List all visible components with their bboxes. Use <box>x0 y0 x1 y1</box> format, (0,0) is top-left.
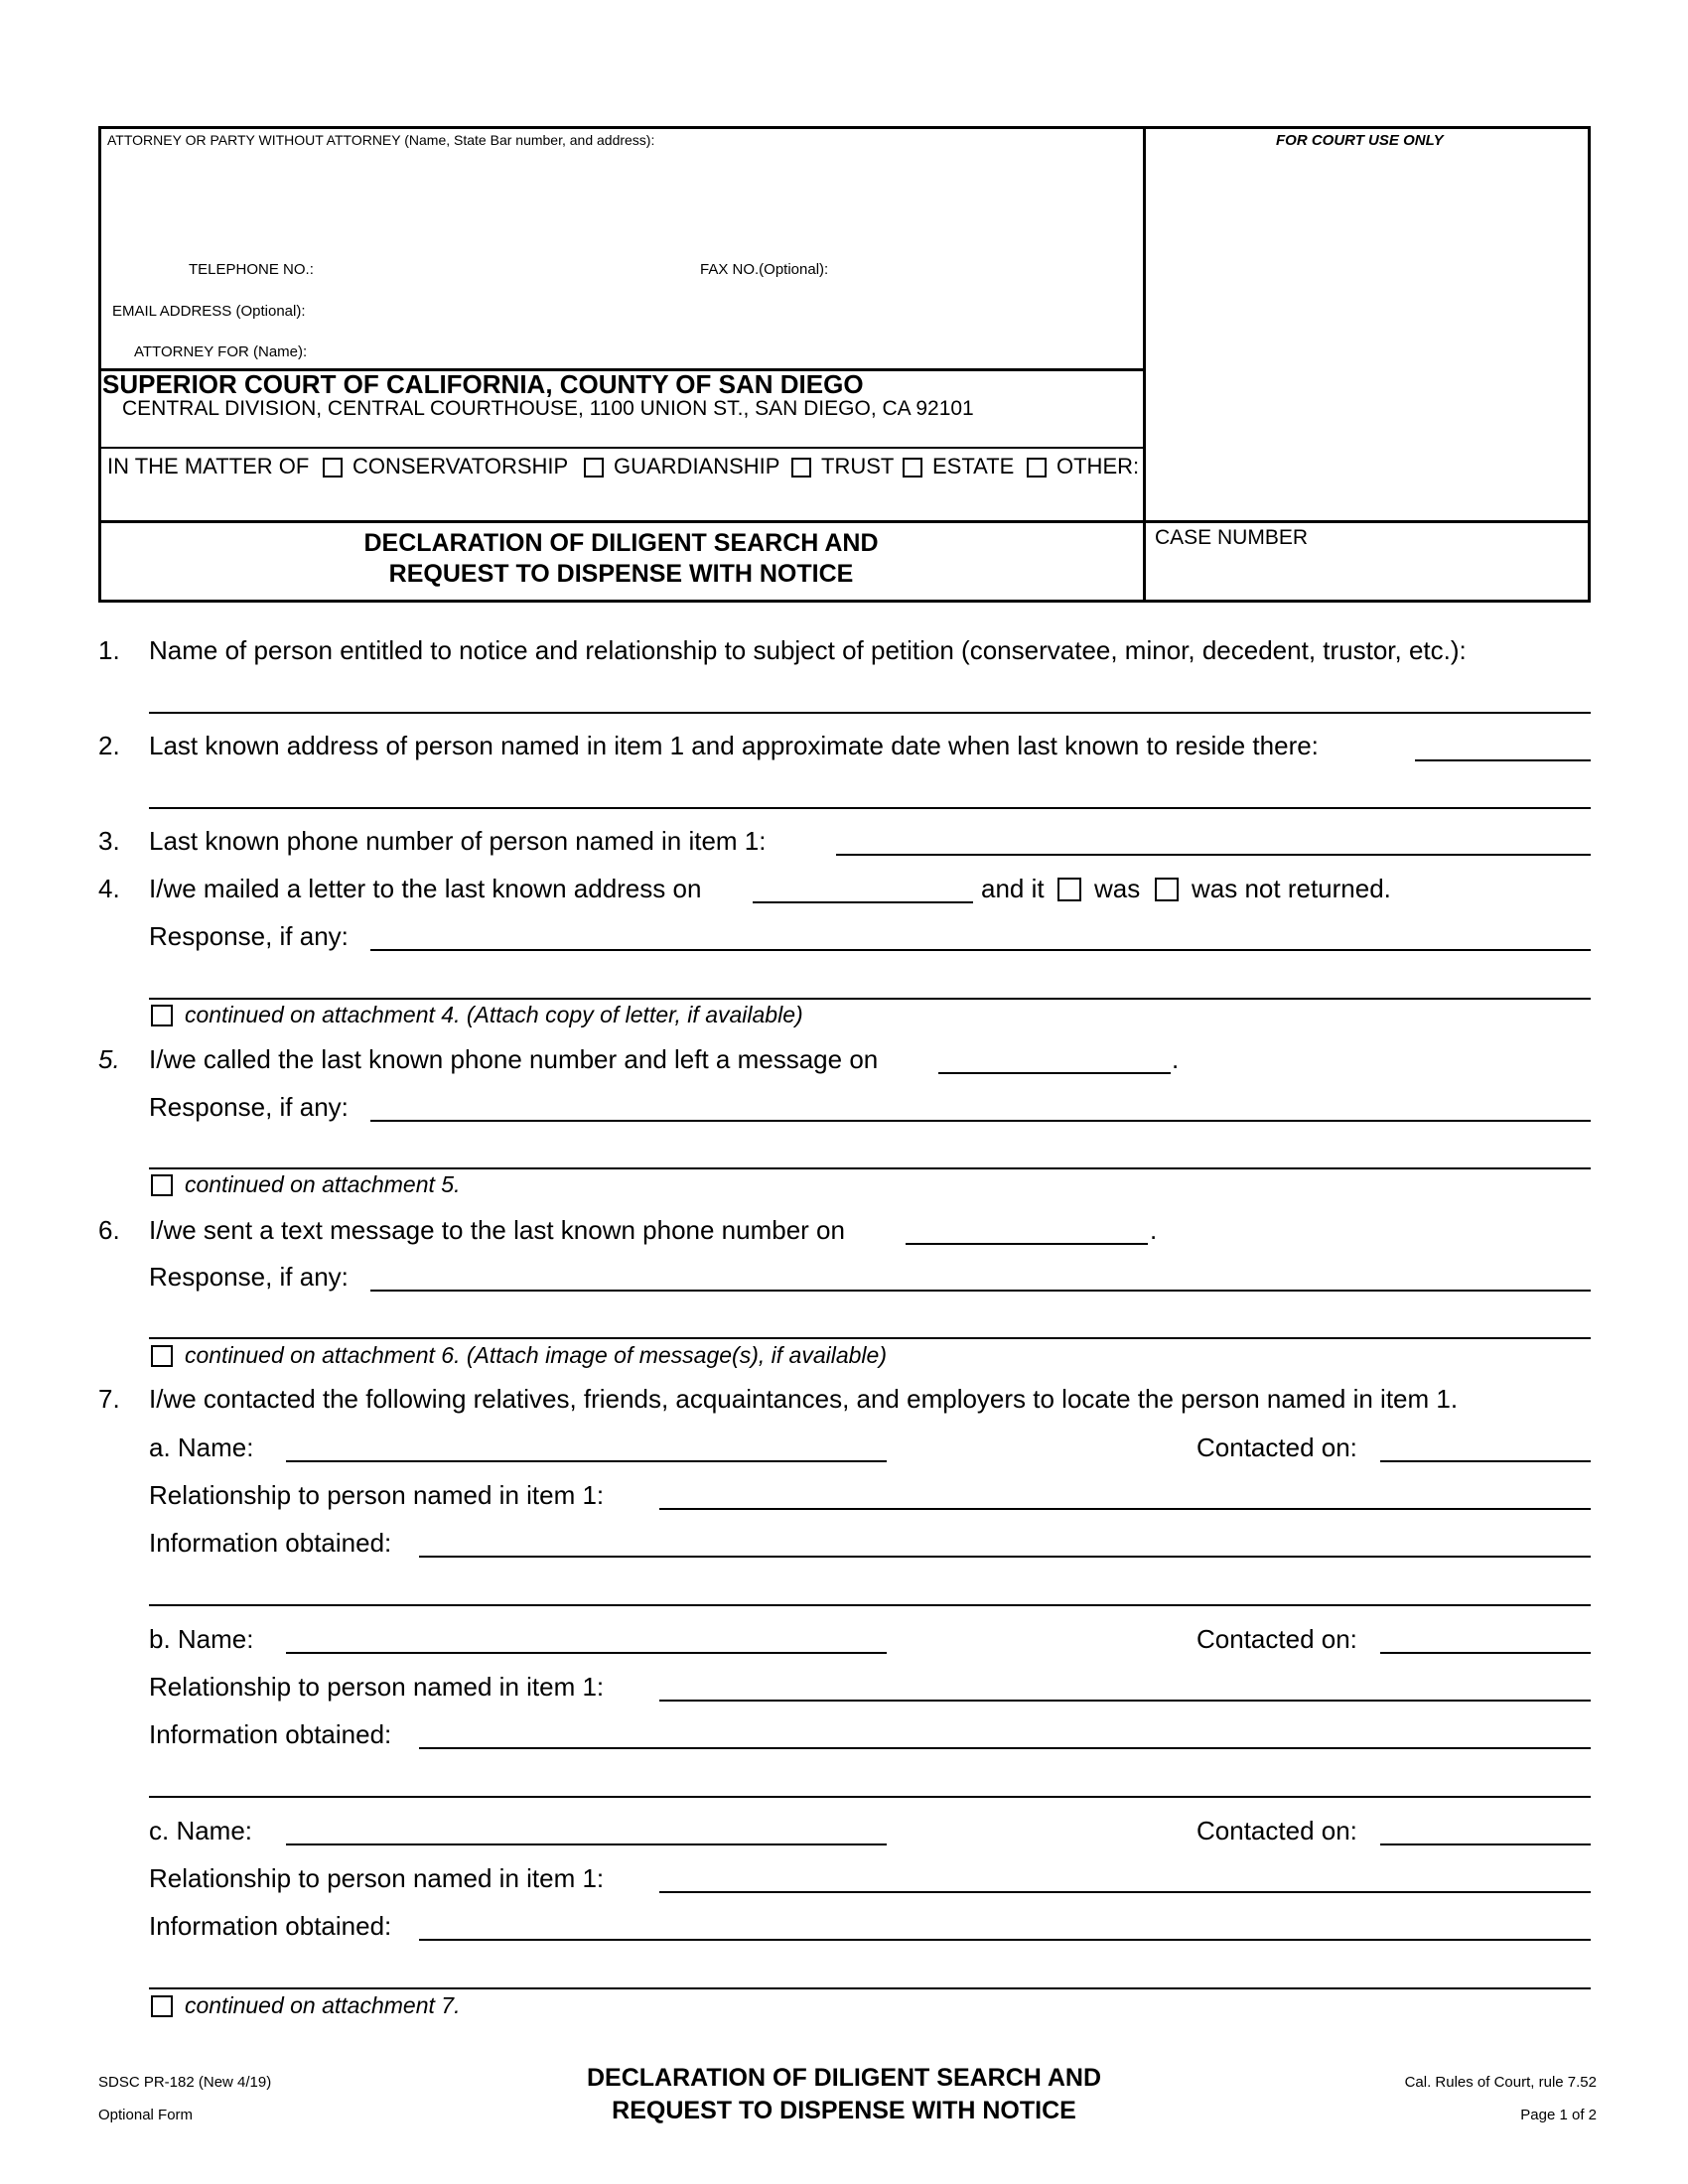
item-6-continued-checkbox[interactable] <box>151 1345 173 1367</box>
item-6-response-label: Response, if any: <box>149 1262 349 1292</box>
footer-rule: Cal. Rules of Court, rule 7.52 <box>1404 2074 1597 2091</box>
estate-label: ESTATE <box>932 454 1015 478</box>
item-3-field[interactable] <box>836 854 1591 856</box>
item-6-period: . <box>1150 1215 1158 1245</box>
item-4-response-field-a[interactable] <box>370 949 1591 951</box>
item-4-was-not-label: was not returned. <box>1192 874 1391 903</box>
contact-a-contacted-label: Contacted on: <box>1196 1433 1357 1462</box>
court-use-label: FOR COURT USE ONLY <box>1276 132 1444 149</box>
contact-a-info-label: Information obtained: <box>149 1528 392 1558</box>
item-6-number: 6. <box>98 1215 120 1245</box>
item-5-continued-checkbox[interactable] <box>151 1174 173 1196</box>
footer-optional: Optional Form <box>98 2107 194 2123</box>
contact-c-relationship-field[interactable] <box>659 1891 1591 1893</box>
other-label: OTHER: <box>1056 454 1140 478</box>
item-5-text: I/we called the last known phone number and left a message on <box>149 1044 879 1074</box>
attorney-for-label[interactable]: ATTORNEY FOR (Name): <box>134 343 308 360</box>
footer-form-id: SDSC PR-182 (New 4/19) <box>98 2074 272 2091</box>
item-7-number: 7. <box>98 1384 120 1414</box>
item-2-text: Last known address of person named in item 1 and approximate date when last known to reside there: <box>149 731 1319 760</box>
item-4-was-label: was <box>1094 874 1141 903</box>
item-4-response-field-b[interactable] <box>149 998 1591 1000</box>
case-number-label: CASE NUMBER <box>1155 526 1309 549</box>
item-7-text: I/we contacted the following relatives, friends, acquaintances, and employers to locate the person named in item 1. <box>149 1384 1459 1414</box>
conservatorship-checkbox[interactable] <box>323 458 343 478</box>
item-2-field-a[interactable] <box>1415 759 1591 761</box>
contact-a-info-field-b[interactable] <box>149 1604 1591 1606</box>
footer-title-1: DECLARATION OF DILIGENT SEARCH AND <box>586 2064 1102 2092</box>
contact-a-relationship-field[interactable] <box>659 1508 1591 1510</box>
contact-b-info-label: Information obtained: <box>149 1719 392 1749</box>
trust-checkbox[interactable] <box>791 458 811 478</box>
contact-c-info-field-b[interactable] <box>149 1987 1591 1989</box>
item-1-text: Name of person entitled to notice and relationship to subject of petition (conservatee, minor, decedent, trustor, etc.): <box>149 635 1467 665</box>
item-4-number: 4. <box>98 874 120 903</box>
item-3-number: 3. <box>98 826 120 856</box>
email-label[interactable]: EMAIL ADDRESS (Optional): <box>112 303 306 320</box>
court-name: SUPERIOR COURT OF CALIFORNIA, COUNTY OF SAN DIEGO <box>102 369 864 399</box>
item-6-response-field-a[interactable] <box>370 1290 1591 1292</box>
matter-label: IN THE MATTER OF <box>107 454 310 478</box>
form-title-1: DECLARATION OF DILIGENT SEARCH AND <box>363 529 879 557</box>
item-5-response-field-a[interactable] <box>370 1120 1591 1122</box>
trust-label: TRUST <box>821 454 895 478</box>
contact-c-contacted-label: Contacted on: <box>1196 1816 1357 1845</box>
item-1-field[interactable] <box>149 712 1591 714</box>
contact-c-relationship-label: Relationship to person named in item 1: <box>149 1863 605 1893</box>
contact-a-contacted-field[interactable] <box>1380 1460 1591 1462</box>
court-address: CENTRAL DIVISION, CENTRAL COURTHOUSE, 1100 UNION ST., SAN DIEGO, CA 92101 <box>122 397 974 420</box>
item-5-continued-label: continued on attachment 5. <box>185 1171 461 1197</box>
contact-a-name-field[interactable] <box>286 1460 887 1462</box>
item-4-was-not-checkbox[interactable] <box>1155 878 1179 901</box>
contact-b-relationship-field[interactable] <box>659 1700 1591 1702</box>
item-4-and-it: and it <box>981 874 1045 903</box>
item-4-continued-label: continued on attachment 4. (Attach copy of letter, if available) <box>185 1002 803 1027</box>
contact-b-name-field[interactable] <box>286 1652 887 1654</box>
contact-b-info-field-a[interactable] <box>419 1747 1591 1749</box>
item-6-date-field[interactable] <box>906 1243 1148 1245</box>
guardianship-checkbox[interactable] <box>584 458 604 478</box>
fax-label[interactable]: FAX NO.(Optional): <box>700 261 829 278</box>
contact-c-info-label: Information obtained: <box>149 1911 392 1941</box>
contact-b-contacted-label: Contacted on: <box>1196 1624 1357 1654</box>
item-5-date-field[interactable] <box>938 1072 1171 1074</box>
item-5-period: . <box>1172 1044 1180 1074</box>
contact-c-info-field-a[interactable] <box>419 1939 1591 1941</box>
title-top-rule <box>98 520 1591 523</box>
item-6-continued-label: continued on attachment 6. (Attach image of message(s), if available) <box>185 1342 887 1368</box>
item-5-response-label: Response, if any: <box>149 1092 349 1122</box>
estate-checkbox[interactable] <box>903 458 922 478</box>
item-4-was-checkbox[interactable] <box>1057 878 1081 901</box>
attorney-label: ATTORNEY OR PARTY WITHOUT ATTORNEY (Name, State Bar number, and address): <box>107 132 655 148</box>
item-7-continued-label: continued on attachment 7. <box>185 1992 461 2018</box>
item-6-text: I/we sent a text message to the last known phone number on <box>149 1215 845 1245</box>
item-5-response-field-b[interactable] <box>149 1167 1591 1169</box>
contact-b-relationship-label: Relationship to person named in item 1: <box>149 1672 605 1702</box>
item-1-number: 1. <box>98 635 120 665</box>
contact-c-name-field[interactable] <box>286 1843 887 1845</box>
contact-a-name-label: a. Name: <box>149 1433 254 1462</box>
matter-row <box>107 454 309 479</box>
item-4-date-field[interactable] <box>753 901 973 903</box>
item-2-number: 2. <box>98 731 120 760</box>
other-checkbox[interactable] <box>1027 458 1047 478</box>
item-3-text: Last known phone number of person named in item 1: <box>149 826 767 856</box>
item-2-field-b[interactable] <box>149 807 1591 809</box>
item-5-number: 5. <box>98 1044 120 1074</box>
contact-c-name-label: c. Name: <box>149 1816 253 1845</box>
contact-b-info-field-b[interactable] <box>149 1796 1591 1798</box>
footer-title-2: REQUEST TO DISPENSE WITH NOTICE <box>612 2097 1076 2124</box>
item-7-continued-checkbox[interactable] <box>151 1995 173 2017</box>
contact-a-relationship-label: Relationship to person named in item 1: <box>149 1480 605 1510</box>
matter-top-rule <box>98 447 1144 449</box>
footer-page: Page 1 of 2 <box>1520 2107 1597 2123</box>
telephone-label[interactable]: TELEPHONE NO.: <box>189 261 314 278</box>
form-title-2: REQUEST TO DISPENSE WITH NOTICE <box>388 560 854 588</box>
guardianship-label: GUARDIANSHIP <box>614 454 780 478</box>
contact-c-contacted-field[interactable] <box>1380 1843 1591 1845</box>
contact-b-contacted-field[interactable] <box>1380 1652 1591 1654</box>
item-4-continued-checkbox[interactable] <box>151 1005 173 1026</box>
item-6-response-field-b[interactable] <box>149 1337 1591 1339</box>
contact-b-name-label: b. Name: <box>149 1624 254 1654</box>
contact-a-info-field-a[interactable] <box>419 1556 1591 1558</box>
item-4-response-label: Response, if any: <box>149 921 349 951</box>
conservatorship-label: CONSERVATORSHIP <box>352 454 569 478</box>
item-4-text: I/we mailed a letter to the last known address on <box>149 874 702 903</box>
